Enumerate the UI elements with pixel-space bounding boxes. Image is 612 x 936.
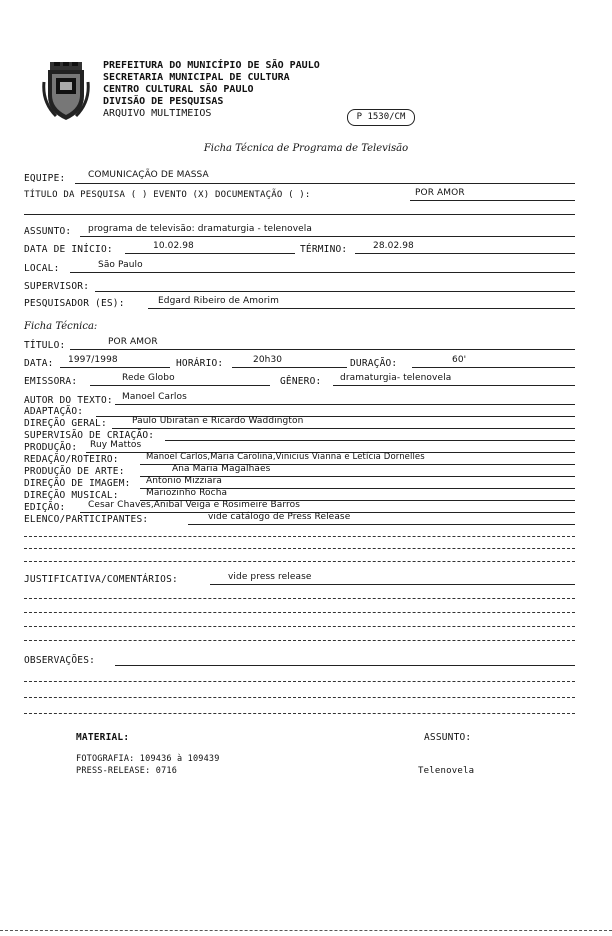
city-seal-logo (42, 62, 90, 122)
elenco-value: vide catálogo de Press Release (208, 512, 351, 522)
observacoes-label: OBSERVAÇÕES: (24, 655, 96, 666)
blank-line-7 (24, 626, 575, 627)
blank-line-5 (24, 598, 575, 599)
material-label: MATERIAL: (76, 732, 130, 743)
local-label: LOCAL: (24, 263, 60, 274)
assunto-bottom-label: ASSUNTO: (424, 732, 472, 743)
assunto-line (80, 236, 575, 237)
material-press-release: PRESS-RELEASE: 0716 (76, 766, 178, 776)
autor-value: Manoel Carlos (122, 392, 187, 402)
direcao-imagem-value: Antonio Mizziara (146, 476, 223, 486)
pesquisador-label: PESQUISADOR (ES): (24, 298, 125, 309)
blank-line-2 (24, 536, 575, 537)
blank-line-8 (24, 640, 575, 641)
direcao-musical-value: Mariozinho Rocha (146, 488, 228, 498)
genero-value: dramaturgia- telenovela (340, 373, 452, 383)
scan-edge (0, 930, 612, 931)
header-line-3: CENTRO CULTURAL SÃO PAULO (103, 84, 254, 95)
titulo-label: TÍTULO: (24, 340, 66, 351)
equipe-line (75, 183, 575, 184)
producao-label: PRODUÇÃO: (24, 442, 78, 453)
supervisao-criacao-label: SUPERVISÃO DE CRIAÇÃO: (24, 430, 155, 441)
justificativa-line (210, 584, 575, 585)
redacao-value: Manoel Carlos,Maria Carolina,Vinicius Vianna e Letícia Dornelles (146, 452, 425, 462)
producao-value: Ruy Mattos (90, 440, 142, 450)
horario-label: HORÁRIO: (176, 358, 224, 369)
direcao-imagem-label: DIREÇÃO DE IMAGEM: (24, 478, 131, 489)
blank-line-6 (24, 612, 575, 613)
edicao-label: EDIÇÃO: (24, 502, 66, 513)
data-inicio-value: 10.02.98 (153, 241, 194, 251)
titulo-pesquisa-value: POR AMOR (415, 188, 465, 198)
local-value: São Paulo (98, 260, 143, 270)
titulo-line (70, 349, 575, 350)
horario-value: 20h30 (253, 355, 283, 365)
pesquisador-line (148, 308, 575, 309)
genero-label: GÊNERO: (280, 376, 322, 387)
titulo-value: POR AMOR (108, 337, 158, 347)
direcao-geral-label: DIREÇÃO GERAL: (24, 418, 107, 429)
duracao-label: DURAÇÃO: (350, 358, 398, 369)
blank-line-3 (24, 548, 575, 549)
pesquisador-value: Edgard Ribeiro de Amorim (158, 296, 280, 306)
data-label: DATA: (24, 358, 54, 369)
material-fotografia: FOTOGRAFIA: 109436 à 109439 (76, 754, 220, 764)
blank-line-4 (24, 561, 575, 562)
supervisor-line (95, 291, 575, 292)
supervisor-label: SUPERVISOR: (24, 281, 90, 292)
equipe-label: EQUIPE: (24, 173, 66, 184)
genero-line (333, 385, 575, 386)
blank-line-9 (24, 681, 575, 682)
duracao-line (412, 367, 575, 368)
blank-line-10 (24, 697, 575, 698)
direcao-musical-label: DIREÇÃO MUSICAL: (24, 490, 119, 501)
elenco-label: ELENCO/PARTICIPANTES: (24, 514, 149, 525)
emissora-label: EMISSORA: (24, 376, 78, 387)
autor-label: AUTOR DO TEXTO: (24, 395, 113, 406)
observacoes-line (115, 665, 575, 666)
producao-arte-label: PRODUÇÃO DE ARTE: (24, 466, 125, 477)
document-code-stamp: P 1530/CM (347, 109, 415, 126)
elenco-line (188, 524, 575, 525)
redacao-label: REDAÇÃO/ROTEIRO: (24, 454, 119, 465)
justificativa-label: JUSTIFICATIVA/COMENTÁRIOS: (24, 574, 178, 585)
assunto-label: ASSUNTO: (24, 226, 72, 237)
header-line-2: SECRETARIA MUNICIPAL DE CULTURA (103, 72, 290, 83)
header-line-4: DIVISÃO DE PESQUISAS (103, 96, 224, 107)
titulo-pesquisa-label: TÍTULO DA PESQUISA ( ) EVENTO (X) DOCUMENTAÇÃO ( ): (24, 190, 311, 200)
horario-line (232, 367, 347, 368)
justificativa-value: vide press release (228, 572, 312, 582)
data-inicio-line (125, 253, 295, 254)
assunto-value: programa de televisão: dramaturgia - telenovela (88, 224, 313, 234)
local-line (70, 272, 575, 273)
blank-line-1 (24, 214, 575, 215)
equipe-value: COMUNICAÇÃO DE MASSA (88, 170, 209, 180)
assunto-bottom-value: Telenovela (418, 766, 475, 776)
header-line-1: PREFEITURA DO MUNICÍPIO DE SÃO PAULO (103, 60, 320, 71)
direcao-geral-value: Paulo Ubiratan e Ricardo Waddington (132, 416, 304, 426)
data-line (60, 367, 170, 368)
termino-value: 28.02.98 (373, 241, 414, 251)
autor-line (115, 404, 575, 405)
supervisao-criacao-line (165, 440, 575, 441)
adaptacao-label: ADAPTAÇÃO: (24, 406, 84, 417)
titulo-pesquisa-line (410, 200, 575, 201)
direcao-geral-line (112, 428, 575, 429)
edicao-value: Cesar Chaves,Anibal Veiga e Rosimeire Barros (88, 500, 301, 510)
form-title: Ficha Técnica de Programa de Televisão (203, 143, 409, 154)
duracao-value: 60' (452, 355, 467, 365)
data-inicio-label: DATA DE INÍCIO: (24, 244, 113, 255)
termino-line (355, 253, 575, 254)
producao-arte-value: Ana Maria Magalhães (172, 464, 271, 474)
ficha-tecnica-label: Ficha Técnica: (24, 321, 98, 332)
termino-label: TÉRMINO: (300, 244, 348, 255)
blank-line-11 (24, 713, 575, 714)
emissora-value: Rede Globo (122, 373, 175, 383)
emissora-line (90, 385, 270, 386)
header-line-5: ARQUIVO MULTIMEIOS (103, 108, 212, 119)
data-value: 1997/1998 (68, 355, 118, 365)
